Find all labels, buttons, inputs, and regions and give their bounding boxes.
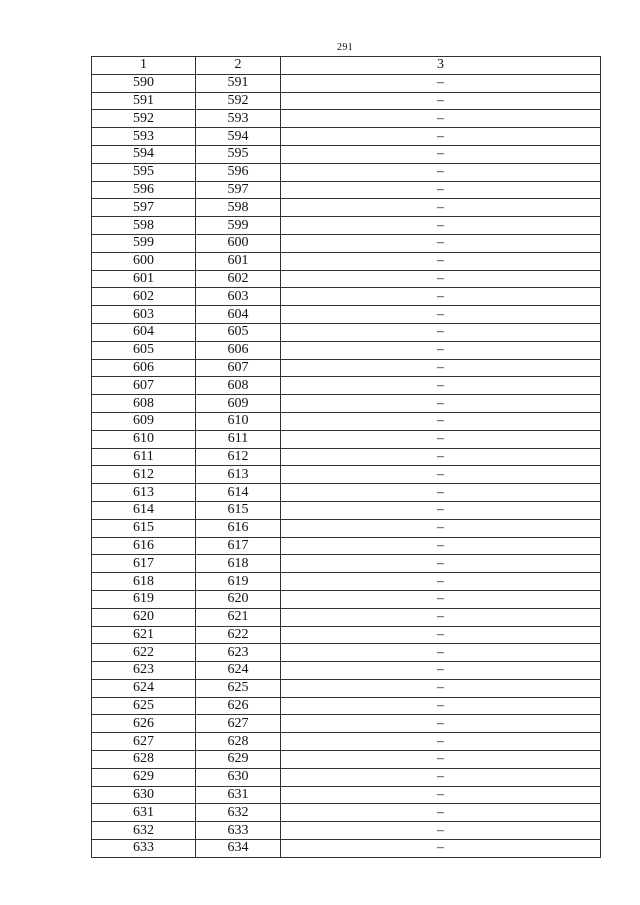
- table-cell-col-1: 597: [92, 199, 196, 217]
- column-header-1: 1: [92, 57, 196, 75]
- table-cell-col-1: 621: [92, 626, 196, 644]
- table-cell-col-2: 627: [196, 715, 281, 733]
- table-cell-col-1: 623: [92, 662, 196, 680]
- table-row: [92, 573, 601, 591]
- table-row: [92, 252, 601, 270]
- table-cell-col-3: –: [281, 110, 601, 128]
- table-cell-col-2: 605: [196, 323, 281, 341]
- table-row: [92, 288, 601, 306]
- table-cell-col-3: –: [281, 501, 601, 519]
- table-cell-col-1: 628: [92, 751, 196, 769]
- table-cell-col-1: 629: [92, 768, 196, 786]
- table-cell-col-2: 624: [196, 662, 281, 680]
- table-cell-col-1: 615: [92, 519, 196, 537]
- table-row: [92, 145, 601, 163]
- table-cell-col-2: 620: [196, 590, 281, 608]
- table-row: [92, 555, 601, 573]
- table-row: [92, 323, 601, 341]
- table-cell-col-1: 614: [92, 501, 196, 519]
- table-cell-col-2: 594: [196, 128, 281, 146]
- table-cell-col-2: 597: [196, 181, 281, 199]
- table-row: [92, 430, 601, 448]
- table-row: [92, 840, 601, 858]
- table-cell-col-2: 626: [196, 697, 281, 715]
- table-cell-col-3: –: [281, 217, 601, 235]
- table-row: [92, 715, 601, 733]
- table-row: [92, 768, 601, 786]
- table-cell-col-1: 592: [92, 110, 196, 128]
- table-cell-col-2: 591: [196, 74, 281, 92]
- table-row: [92, 217, 601, 235]
- table-cell-col-1: 617: [92, 555, 196, 573]
- table-cell-col-3: –: [281, 306, 601, 324]
- table-cell-col-1: 630: [92, 786, 196, 804]
- table-row: [92, 181, 601, 199]
- table-cell-col-3: –: [281, 74, 601, 92]
- table-row: [92, 626, 601, 644]
- table-cell-col-1: 616: [92, 537, 196, 555]
- header-row: [92, 57, 601, 75]
- table-cell-col-3: –: [281, 430, 601, 448]
- table-row: [92, 501, 601, 519]
- table-cell-col-1: 624: [92, 679, 196, 697]
- table-cell-col-1: 590: [92, 74, 196, 92]
- table-cell-col-2: 592: [196, 92, 281, 110]
- table-cell-col-2: 617: [196, 537, 281, 555]
- table-cell-col-3: –: [281, 590, 601, 608]
- table-cell-col-1: 594: [92, 145, 196, 163]
- table-row: [92, 306, 601, 324]
- table-cell-col-1: 600: [92, 252, 196, 270]
- table-cell-col-1: 612: [92, 466, 196, 484]
- table-cell-col-1: 606: [92, 359, 196, 377]
- table-cell-col-3: –: [281, 822, 601, 840]
- table-cell-col-3: –: [281, 199, 601, 217]
- table-cell-col-2: 598: [196, 199, 281, 217]
- data-table: [91, 56, 601, 858]
- table-cell-col-3: –: [281, 466, 601, 484]
- table-cell-col-3: –: [281, 733, 601, 751]
- table-cell-col-3: –: [281, 840, 601, 858]
- column-header-2: 2: [196, 57, 281, 75]
- table-cell-col-2: 634: [196, 840, 281, 858]
- table-cell-col-3: –: [281, 573, 601, 591]
- table-cell-col-1: 598: [92, 217, 196, 235]
- table-cell-col-2: 600: [196, 234, 281, 252]
- table-cell-col-3: –: [281, 163, 601, 181]
- table-row: [92, 163, 601, 181]
- table-cell-col-2: 611: [196, 430, 281, 448]
- table-cell-col-1: 620: [92, 608, 196, 626]
- table-cell-col-3: –: [281, 359, 601, 377]
- table-row: [92, 377, 601, 395]
- table-cell-col-2: 602: [196, 270, 281, 288]
- table-cell-col-2: 593: [196, 110, 281, 128]
- table-cell-col-3: –: [281, 92, 601, 110]
- table-cell-col-3: –: [281, 715, 601, 733]
- page-number: 291: [337, 42, 353, 53]
- table-cell-col-3: –: [281, 234, 601, 252]
- table-cell-col-1: 591: [92, 92, 196, 110]
- table-row: [92, 804, 601, 822]
- table-cell-col-3: –: [281, 181, 601, 199]
- table-cell-col-3: –: [281, 644, 601, 662]
- table-cell-col-2: 604: [196, 306, 281, 324]
- table-cell-col-2: 616: [196, 519, 281, 537]
- table-cell-col-3: –: [281, 323, 601, 341]
- table-cell-col-3: –: [281, 626, 601, 644]
- table-row: [92, 359, 601, 377]
- table-cell-col-2: 622: [196, 626, 281, 644]
- table-cell-col-1: 626: [92, 715, 196, 733]
- table-cell-col-1: 631: [92, 804, 196, 822]
- table-row: [92, 466, 601, 484]
- table-cell-col-2: 619: [196, 573, 281, 591]
- table-cell-col-1: 607: [92, 377, 196, 395]
- table-row: [92, 395, 601, 413]
- table-cell-col-1: 603: [92, 306, 196, 324]
- table-cell-col-2: 618: [196, 555, 281, 573]
- table-cell-col-2: 610: [196, 412, 281, 430]
- table-row: [92, 74, 601, 92]
- table-cell-col-2: 623: [196, 644, 281, 662]
- table-row: [92, 662, 601, 680]
- table-row: [92, 679, 601, 697]
- table-cell-col-3: –: [281, 128, 601, 146]
- table-row: [92, 270, 601, 288]
- table-cell-col-3: –: [281, 341, 601, 359]
- table-cell-col-2: 599: [196, 217, 281, 235]
- table-cell-col-3: –: [281, 679, 601, 697]
- table-cell-col-3: –: [281, 145, 601, 163]
- table-cell-col-2: 595: [196, 145, 281, 163]
- table-cell-col-3: –: [281, 377, 601, 395]
- table-cell-col-2: 631: [196, 786, 281, 804]
- table-row: [92, 822, 601, 840]
- table-cell-col-1: 595: [92, 163, 196, 181]
- table-cell-col-3: –: [281, 519, 601, 537]
- table-row: [92, 751, 601, 769]
- table-cell-col-3: –: [281, 252, 601, 270]
- table-cell-col-2: 632: [196, 804, 281, 822]
- table-cell-col-1: 605: [92, 341, 196, 359]
- table-cell-col-2: 625: [196, 679, 281, 697]
- table-row: [92, 644, 601, 662]
- table-cell-col-2: 612: [196, 448, 281, 466]
- table-cell-col-1: 608: [92, 395, 196, 413]
- table-cell-col-3: –: [281, 484, 601, 502]
- table-cell-col-1: 632: [92, 822, 196, 840]
- table-cell-col-2: 613: [196, 466, 281, 484]
- table-row: [92, 484, 601, 502]
- table-cell-col-1: 601: [92, 270, 196, 288]
- table-row: [92, 608, 601, 626]
- table-cell-col-3: –: [281, 448, 601, 466]
- table-row: [92, 733, 601, 751]
- table-cell-col-1: 633: [92, 840, 196, 858]
- table-row: [92, 234, 601, 252]
- table-header: [92, 57, 601, 75]
- table-cell-col-3: –: [281, 270, 601, 288]
- table-cell-col-2: 629: [196, 751, 281, 769]
- table-cell-col-1: 593: [92, 128, 196, 146]
- table-cell-col-2: 633: [196, 822, 281, 840]
- table-cell-col-3: –: [281, 537, 601, 555]
- table-cell-col-2: 609: [196, 395, 281, 413]
- table-cell-col-3: –: [281, 288, 601, 306]
- table-cell-col-1: 622: [92, 644, 196, 662]
- table-cell-col-2: 603: [196, 288, 281, 306]
- table-row: [92, 537, 601, 555]
- table-cell-col-2: 630: [196, 768, 281, 786]
- table-cell-col-1: 627: [92, 733, 196, 751]
- table-row: [92, 341, 601, 359]
- table-cell-col-2: 621: [196, 608, 281, 626]
- table-row: [92, 786, 601, 804]
- table-cell-col-3: –: [281, 662, 601, 680]
- table-row: [92, 128, 601, 146]
- table-cell-col-1: 602: [92, 288, 196, 306]
- table-cell-col-2: 601: [196, 252, 281, 270]
- table-cell-col-2: 607: [196, 359, 281, 377]
- table-cell-col-2: 628: [196, 733, 281, 751]
- table-cell-col-1: 604: [92, 323, 196, 341]
- table-cell-col-3: –: [281, 804, 601, 822]
- table-cell-col-2: 606: [196, 341, 281, 359]
- table-cell-col-1: 618: [92, 573, 196, 591]
- table-cell-col-1: 625: [92, 697, 196, 715]
- table-row: [92, 92, 601, 110]
- table-cell-col-1: 610: [92, 430, 196, 448]
- table-cell-col-1: 613: [92, 484, 196, 502]
- table-row: [92, 448, 601, 466]
- table-cell-col-2: 608: [196, 377, 281, 395]
- table-cell-col-2: 615: [196, 501, 281, 519]
- table-cell-col-3: –: [281, 555, 601, 573]
- table-cell-col-1: 619: [92, 590, 196, 608]
- table-row: [92, 519, 601, 537]
- table-cell-col-3: –: [281, 395, 601, 413]
- table-row: [92, 199, 601, 217]
- table-row: [92, 697, 601, 715]
- table-cell-col-2: 596: [196, 163, 281, 181]
- table-cell-col-1: 609: [92, 412, 196, 430]
- table-cell-col-3: –: [281, 751, 601, 769]
- table-cell-col-1: 611: [92, 448, 196, 466]
- table-cell-col-3: –: [281, 697, 601, 715]
- table-cell-col-2: 614: [196, 484, 281, 502]
- table-cell-col-3: –: [281, 608, 601, 626]
- table-cell-col-1: 596: [92, 181, 196, 199]
- table-cell-col-3: –: [281, 768, 601, 786]
- table-row: [92, 590, 601, 608]
- table-cell-col-3: –: [281, 786, 601, 804]
- table-cell-col-3: –: [281, 412, 601, 430]
- table-body: [92, 74, 601, 857]
- column-header-3: 3: [281, 57, 601, 75]
- table-cell-col-1: 599: [92, 234, 196, 252]
- table-row: [92, 110, 601, 128]
- table-row: [92, 412, 601, 430]
